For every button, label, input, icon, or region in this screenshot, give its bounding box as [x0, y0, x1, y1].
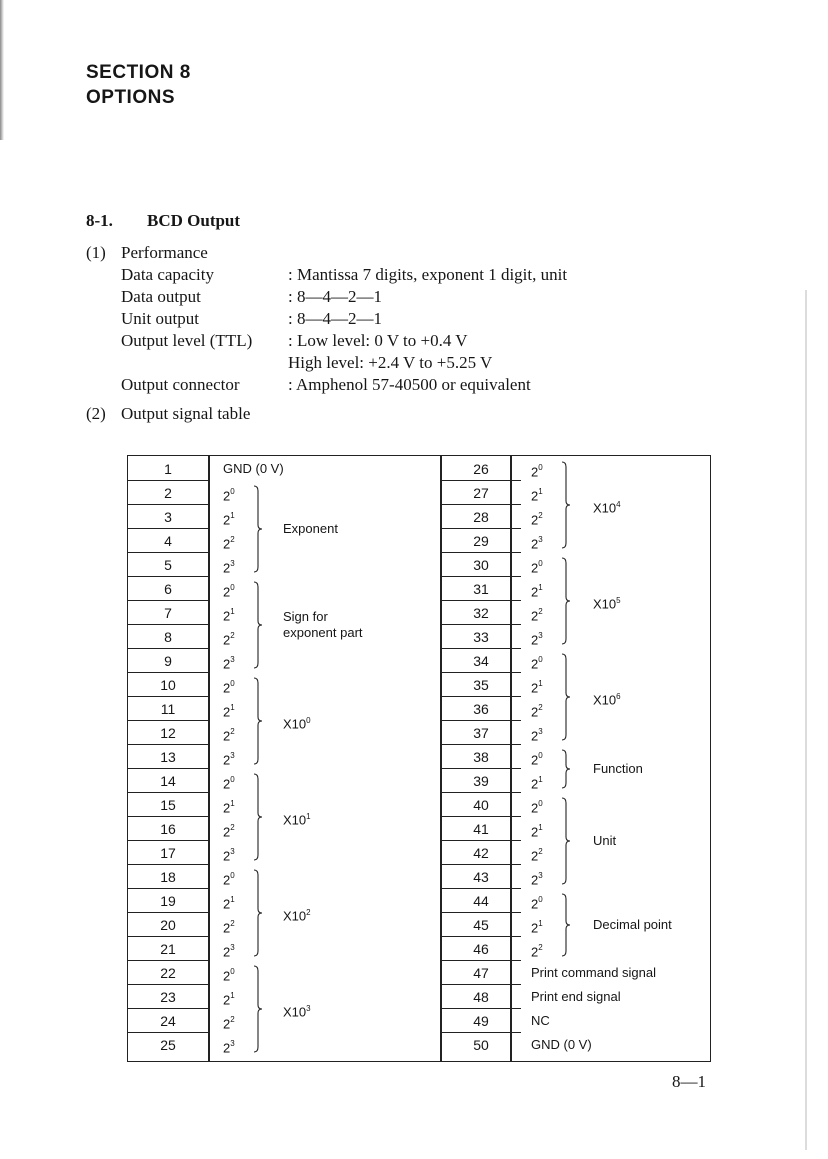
page-edge-shadow	[0, 0, 4, 140]
bit-exponent: 0	[538, 751, 543, 760]
pin-number: 44	[441, 889, 521, 913]
signal-label: GND (0 V)	[531, 1037, 592, 1052]
bit-exponent: 3	[230, 943, 235, 952]
brace-icon	[560, 653, 572, 741]
pin-number: 49	[441, 1009, 521, 1033]
group-exponent: 6	[616, 692, 621, 701]
bit-exponent: 1	[230, 991, 235, 1000]
perf-label: Data output	[121, 287, 201, 306]
bit-exponent: 1	[538, 823, 543, 832]
pin-number: 19	[128, 889, 208, 913]
brace-icon	[560, 749, 572, 789]
group-exponent: 2	[306, 908, 311, 917]
bit-exponent: 3	[230, 559, 235, 568]
perf-value: : Amphenol 57-40500 or equivalent	[288, 375, 531, 394]
bit-base: 2	[223, 872, 231, 888]
pin-number: 9	[128, 649, 208, 673]
section-title: SECTION 8	[86, 62, 191, 83]
page-number: 8—1	[672, 1072, 706, 1091]
group-text: Function	[593, 761, 643, 776]
bit-base: 2	[531, 464, 539, 480]
perf-value: : 8—4—2—1	[288, 287, 382, 306]
digit-group-label	[593, 593, 621, 612]
bit-exponent: 1	[538, 775, 543, 784]
perf-value: : 8—4—2—1	[288, 309, 382, 328]
brace-icon	[252, 965, 264, 1053]
bit-base: 2	[531, 560, 539, 576]
list-item-performance	[86, 243, 208, 263]
bit-weight	[223, 1033, 235, 1060]
pin-number: 36	[441, 697, 521, 721]
bit-base: 2	[531, 656, 539, 672]
group-text: Exponent	[283, 521, 338, 536]
digit-group-label	[283, 809, 311, 828]
group-base: X10	[283, 1004, 307, 1020]
list-item-signal-table	[86, 404, 250, 424]
pin-number: 7	[128, 601, 208, 625]
bit-exponent: 0	[230, 583, 235, 592]
pin-number: 48	[441, 985, 521, 1009]
section-heading	[86, 60, 191, 110]
signal-label: Print end signal	[531, 989, 621, 1004]
digit-group-label	[593, 497, 621, 516]
bit-base: 2	[223, 536, 231, 552]
bit-base: 2	[531, 872, 539, 888]
bit-exponent: 0	[538, 463, 543, 472]
perf-label: Data capacity	[121, 265, 214, 284]
perf-label: Output level (TTL)	[121, 331, 253, 350]
perf-value: : Low level: 0 V to +0.4 V	[288, 331, 468, 350]
brace-icon	[252, 869, 264, 957]
bit-exponent: 0	[230, 871, 235, 880]
bit-exponent: 3	[230, 655, 235, 664]
bit-base: 2	[531, 512, 539, 528]
pin-number: 43	[441, 865, 521, 889]
bit-exponent: 0	[538, 655, 543, 664]
pin-number: 31	[441, 577, 521, 601]
bit-exponent: 3	[538, 727, 543, 736]
perf-label: Output connector	[121, 375, 240, 394]
pin-number: 3	[128, 505, 208, 529]
pin-number: 50	[473, 1037, 489, 1053]
section-subtitle: OPTIONS	[86, 87, 176, 108]
group-exponent: 5	[616, 596, 621, 605]
pin-number: 27	[441, 481, 521, 505]
bit-base: 2	[223, 992, 231, 1008]
pin-number: 23	[128, 985, 208, 1009]
pin-number: 30	[441, 553, 521, 577]
pin-number: 20	[128, 913, 208, 937]
bit-base: 2	[531, 944, 539, 960]
bit-exponent: 1	[230, 511, 235, 520]
bit-exponent: 1	[538, 487, 543, 496]
perf-value: : Mantissa 7 digits, exponent 1 digit, unit	[288, 265, 568, 284]
pin-number: 38	[441, 745, 521, 769]
group-base: X10	[283, 716, 307, 732]
pin-number: 47	[441, 961, 521, 985]
group-label	[593, 917, 672, 933]
pin-number: 4	[128, 529, 208, 553]
bit-base: 2	[531, 728, 539, 744]
bit-base: 2	[531, 584, 539, 600]
pin-number: 35	[441, 673, 521, 697]
bit-base: 2	[531, 920, 539, 936]
bit-base: 2	[223, 560, 231, 576]
bit-base: 2	[223, 728, 231, 744]
group-label	[593, 833, 616, 849]
pin-number: 11	[128, 697, 208, 721]
bit-exponent: 2	[538, 703, 543, 712]
bit-base: 2	[223, 944, 231, 960]
group-exponent: 4	[616, 500, 621, 509]
bit-base: 2	[223, 776, 231, 792]
bit-base: 2	[223, 896, 231, 912]
pin-number: 24	[128, 1009, 208, 1033]
bit-exponent: 1	[230, 703, 235, 712]
perf-value: High level: +2.4 V to +5.25 V	[288, 353, 493, 372]
digit-group-label	[283, 1001, 311, 1020]
bit-base: 2	[223, 1040, 231, 1056]
bit-base: 2	[223, 656, 231, 672]
bit-exponent: 0	[230, 487, 235, 496]
bit-base: 2	[223, 608, 231, 624]
bit-exponent: 2	[538, 847, 543, 856]
pin-number: 6	[128, 577, 208, 601]
group-text: Decimal point	[593, 917, 672, 932]
bit-exponent: 2	[538, 511, 543, 520]
pin-number: 21	[128, 937, 208, 961]
bit-base: 2	[223, 488, 231, 504]
list-index: (2)	[86, 404, 106, 423]
group-text: Sign for	[283, 609, 328, 624]
bit-base: 2	[531, 824, 539, 840]
bit-exponent: 3	[230, 847, 235, 856]
pin-number: 15	[128, 793, 208, 817]
bit-base: 2	[223, 824, 231, 840]
bit-exponent: 0	[230, 775, 235, 784]
pin-number: 32	[441, 601, 521, 625]
bit-exponent: 1	[538, 583, 543, 592]
group-base: X10	[593, 596, 617, 612]
brace-icon	[560, 893, 572, 957]
bit-exponent: 0	[538, 895, 543, 904]
perf-label: Unit output	[121, 309, 199, 328]
bit-base: 2	[531, 848, 539, 864]
bit-exponent: 2	[230, 919, 235, 928]
bit-base: 2	[223, 512, 231, 528]
pin-number: 46	[441, 937, 521, 961]
bit-exponent: 2	[230, 823, 235, 832]
bit-base: 2	[531, 704, 539, 720]
bit-exponent: 2	[538, 943, 543, 952]
group-text: Unit	[593, 833, 617, 848]
bit-base: 2	[531, 632, 539, 648]
list-label: Performance	[121, 243, 208, 262]
pin-number: 28	[441, 505, 521, 529]
bit-base: 2	[223, 848, 231, 864]
bit-exponent: 1	[538, 679, 543, 688]
pin-number: 45	[441, 913, 521, 937]
pin-number: 34	[441, 649, 521, 673]
brace-icon	[252, 773, 264, 861]
bit-exponent: 1	[230, 895, 235, 904]
brace-icon	[252, 677, 264, 765]
bit-exponent: 0	[230, 967, 235, 976]
signal-label: NC	[531, 1013, 550, 1028]
bit-exponent: 0	[538, 559, 543, 568]
group-exponent: 0	[306, 716, 311, 725]
bit-exponent: 3	[538, 871, 543, 880]
group-exponent: 3	[306, 1004, 311, 1013]
digit-group-label	[283, 713, 311, 732]
pin-number: 17	[128, 841, 208, 865]
bit-exponent: 2	[538, 607, 543, 616]
group-exponent: 1	[306, 812, 311, 821]
group-base: X10	[593, 500, 617, 516]
digit-group-label	[593, 689, 621, 708]
bit-exponent: 3	[538, 535, 543, 544]
brace-icon	[560, 557, 572, 645]
bit-exponent: 2	[230, 1015, 235, 1024]
bit-base: 2	[223, 968, 231, 984]
subsection-number: 8-1.	[86, 211, 113, 230]
pin-number: 10	[128, 673, 208, 697]
pin-number: 40	[441, 793, 521, 817]
pin-number: 12	[128, 721, 208, 745]
bit-exponent: 2	[230, 631, 235, 640]
pin-number: 8	[128, 625, 208, 649]
bit-base: 2	[531, 896, 539, 912]
bit-exponent: 3	[230, 751, 235, 760]
bit-exponent: 1	[538, 919, 543, 928]
bit-base: 2	[531, 800, 539, 816]
bit-exponent: 3	[538, 631, 543, 640]
pin-number: 41	[441, 817, 521, 841]
pin-number: 26	[441, 457, 521, 481]
brace-icon	[560, 797, 572, 885]
bit-exponent: 1	[230, 607, 235, 616]
group-label	[283, 521, 338, 537]
bit-base: 2	[223, 680, 231, 696]
bit-exponent: 2	[230, 727, 235, 736]
bit-base: 2	[531, 752, 539, 768]
pin-number: 2	[128, 481, 208, 505]
pin-number: 25	[160, 1037, 176, 1053]
bit-exponent: 0	[538, 799, 543, 808]
bit-exponent: 0	[230, 679, 235, 688]
group-base: X10	[593, 692, 617, 708]
pin-number: 37	[441, 721, 521, 745]
list-label: Output signal table	[121, 404, 251, 423]
pin-number: 13	[128, 745, 208, 769]
bit-base: 2	[223, 1016, 231, 1032]
pin-number: 29	[441, 529, 521, 553]
digit-group-label	[283, 905, 311, 924]
signal-label: GND (0 V)	[223, 461, 284, 476]
pin-number: 5	[128, 553, 208, 577]
pin-number: 1	[128, 457, 208, 481]
bit-exponent: 2	[230, 535, 235, 544]
page-fold-line	[805, 290, 807, 1150]
group-base: X10	[283, 908, 307, 924]
bit-base: 2	[223, 800, 231, 816]
column-divider	[208, 456, 210, 1061]
bit-base: 2	[531, 536, 539, 552]
group-label	[593, 761, 643, 777]
pin-number: 18	[128, 865, 208, 889]
pin-number: 39	[441, 769, 521, 793]
pin-number: 16	[128, 817, 208, 841]
brace-icon	[252, 485, 264, 573]
bit-base: 2	[223, 632, 231, 648]
bit-base: 2	[223, 752, 231, 768]
pin-number: 14	[128, 769, 208, 793]
bit-base: 2	[531, 608, 539, 624]
bit-base: 2	[223, 704, 231, 720]
bit-base: 2	[531, 680, 539, 696]
bit-base: 2	[223, 584, 231, 600]
group-text-line2: exponent part	[283, 625, 363, 640]
group-label	[283, 609, 363, 641]
bit-base: 2	[531, 776, 539, 792]
output-signal-table	[127, 455, 711, 1062]
pin-number: 42	[441, 841, 521, 865]
pin-number: 33	[441, 625, 521, 649]
signal-label: Print command signal	[531, 965, 656, 980]
subsection-title: BCD Output	[147, 211, 241, 230]
brace-icon	[252, 581, 264, 669]
group-base: X10	[283, 812, 307, 828]
pin-number: 22	[128, 961, 208, 985]
brace-icon	[560, 461, 572, 549]
list-index: (1)	[86, 243, 106, 262]
subsection-heading	[86, 211, 240, 231]
bit-exponent: 3	[230, 1039, 235, 1048]
bit-base: 2	[223, 920, 231, 936]
bit-base: 2	[531, 488, 539, 504]
bit-exponent: 1	[230, 799, 235, 808]
